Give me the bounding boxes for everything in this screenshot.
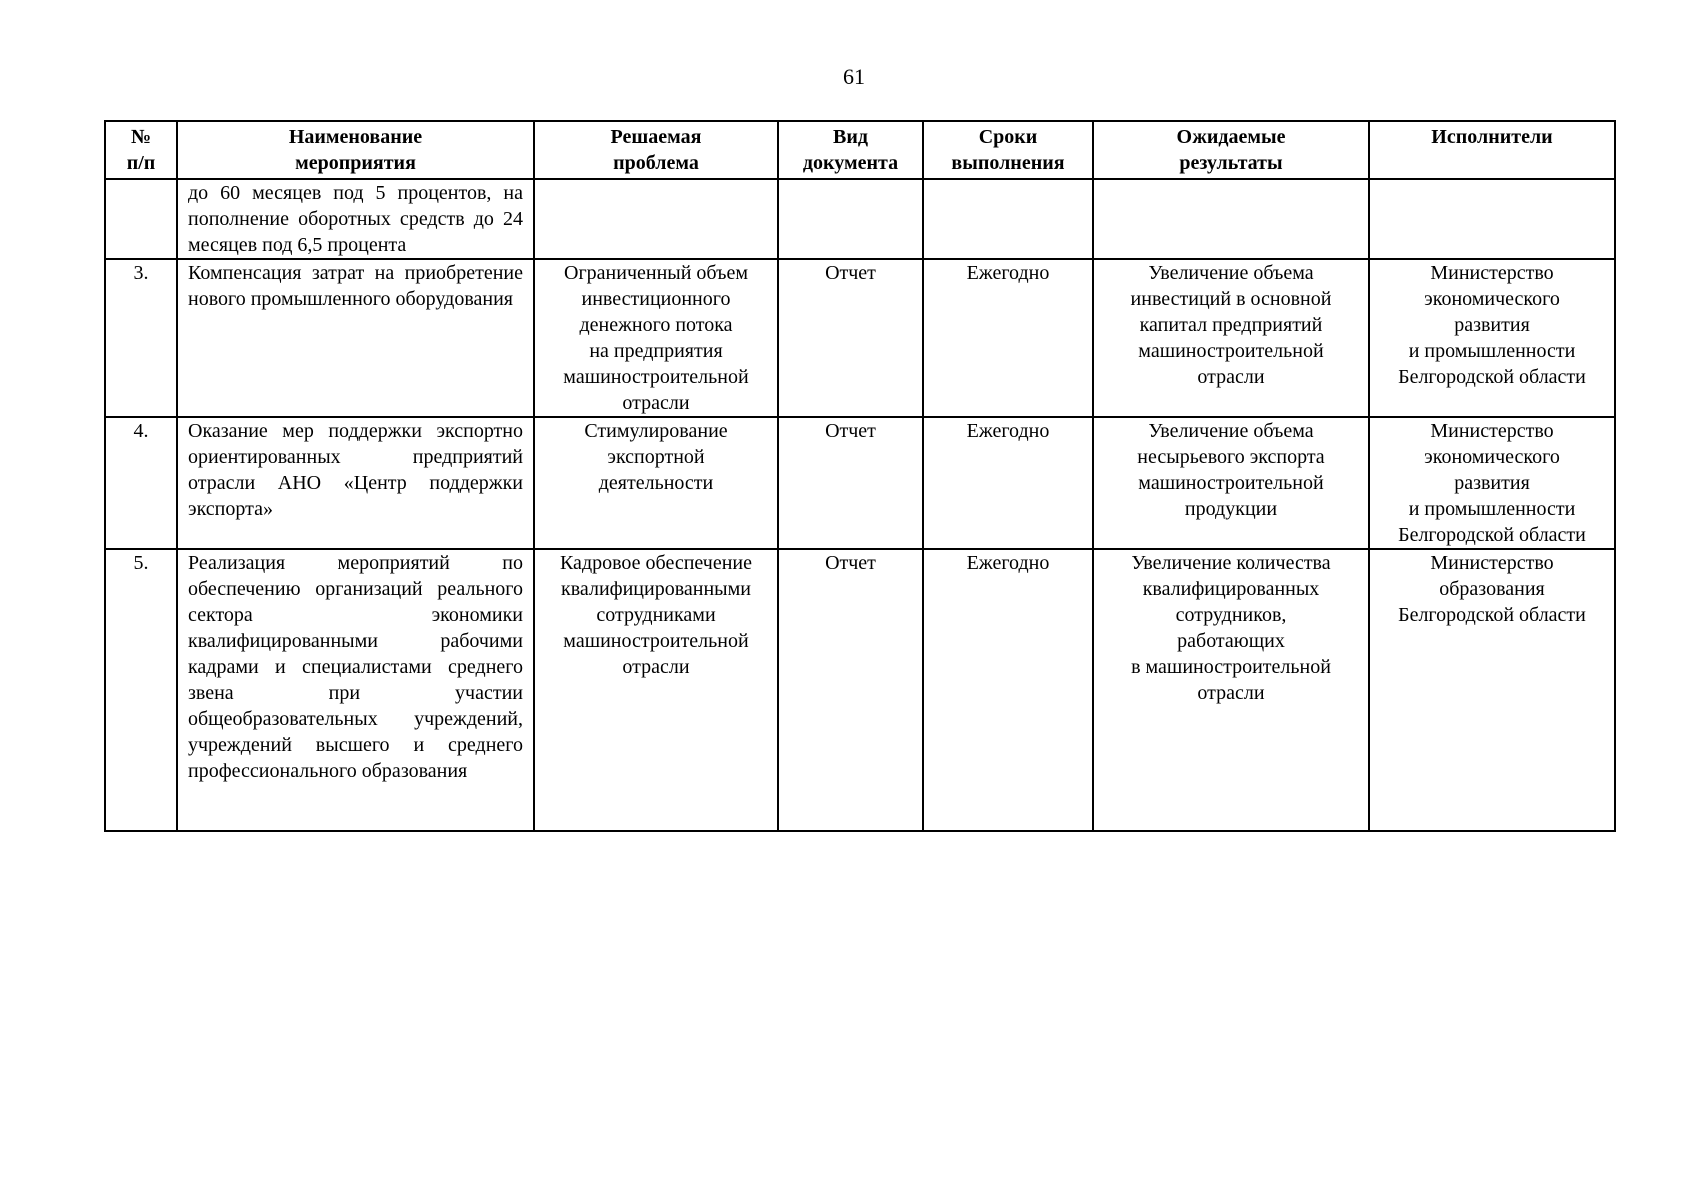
cell-problem: Ограниченный объем инвестиционного денежного потока на предприятия машиностроительной отрасли — [534, 259, 778, 417]
table-row — [105, 417, 1615, 549]
cell-problem: Стимулирование экспортной деятельности — [534, 417, 778, 549]
cell-results — [1093, 179, 1369, 259]
cell-name: Компенсация затрат на приобретение нового промышленного оборудования — [177, 259, 534, 417]
page-number: 61 — [843, 64, 865, 89]
table-row — [105, 259, 1615, 417]
cell-name: Реализация мероприятий по обеспечению организаций реального сектора экономики квалифицированными рабочими кадрами и специалистами среднего звена при участии общеобразовательных учреждений, учреждений высшего и среднего профессионального образования — [177, 549, 534, 831]
cell-results: Увеличение объема инвестиций в основной капитал предприятий машиностроительной отрасли — [1093, 259, 1369, 417]
header-name: Наименование мероприятия — [177, 121, 534, 179]
cell-executors — [1369, 179, 1615, 259]
cell-num: 4. — [105, 417, 177, 549]
cell-doc-type: Отчет — [778, 549, 923, 831]
table-row-continuation — [105, 179, 1615, 259]
header-num: № п/п — [105, 121, 177, 179]
cell-deadline: Ежегодно — [923, 549, 1093, 831]
cell-results: Увеличение объема несырьевого экспорта машиностроительной продукции — [1093, 417, 1369, 549]
header-problem: Решаемая проблема — [534, 121, 778, 179]
cell-deadline — [923, 179, 1093, 259]
cell-name: Оказание мер поддержки экспортно ориентированных предприятий отрасли АНО «Центр поддержки экспорта» — [177, 417, 534, 549]
cell-executors: Министерство экономического развития и промышленности Белгородской области — [1369, 259, 1615, 417]
table-row — [105, 549, 1615, 831]
cell-executors: Министерство образования Белгородской области — [1369, 549, 1615, 831]
cell-num — [105, 179, 177, 259]
measures-table — [104, 120, 1616, 832]
cell-name: до 60 месяцев под 5 процентов, на пополнение оборотных средств до 24 месяцев под 6,5 процента — [177, 179, 534, 259]
cell-executors: Министерство экономического развития и промышленности Белгородской области — [1369, 417, 1615, 549]
cell-results: Увеличение количества квалифицированных сотрудников, работающих в машиностроительной отрасли — [1093, 549, 1369, 831]
cell-doc-type: Отчет — [778, 259, 923, 417]
cell-doc-type: Отчет — [778, 417, 923, 549]
header-deadline: Сроки выполнения — [923, 121, 1093, 179]
cell-deadline: Ежегодно — [923, 259, 1093, 417]
header-executors: Исполнители — [1369, 121, 1615, 179]
header-doc-type: Вид документа — [778, 121, 923, 179]
cell-num: 3. — [105, 259, 177, 417]
table-header-row — [105, 121, 1615, 179]
cell-problem — [534, 179, 778, 259]
cell-doc-type — [778, 179, 923, 259]
cell-deadline: Ежегодно — [923, 417, 1093, 549]
cell-num: 5. — [105, 549, 177, 831]
cell-problem: Кадровое обеспечение квалифицированными сотрудниками машиностроительной отрасли — [534, 549, 778, 831]
header-results: Ожидаемые результаты — [1093, 121, 1369, 179]
